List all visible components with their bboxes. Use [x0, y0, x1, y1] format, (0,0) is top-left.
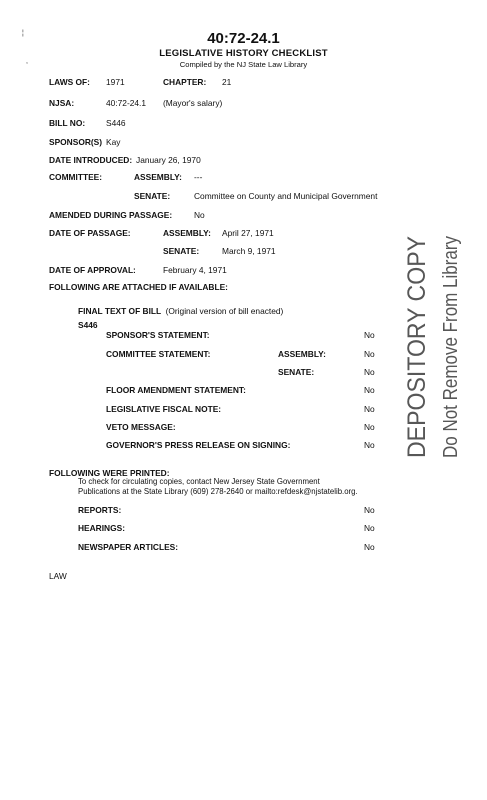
hearings-label: HEARINGS:: [78, 523, 125, 533]
sponsors-statement-label: SPONSOR'S STATEMENT:: [106, 330, 210, 340]
laws-of-value: 1971: [106, 77, 125, 87]
committee-assembly-label: ASSEMBLY:: [134, 172, 182, 182]
date-of-approval-label: DATE OF APPROVAL:: [49, 265, 136, 275]
sponsors-value: Kay: [106, 137, 121, 147]
date-of-approval-value: February 4, 1971: [163, 265, 227, 275]
laws-of-label: LAWS OF:: [49, 77, 90, 87]
chapter-value: 21: [222, 77, 232, 87]
hearings-value: No: [364, 523, 375, 533]
committee-statement-assembly-label: ASSEMBLY:: [278, 349, 326, 359]
committee-statement-senate-value: No: [364, 367, 375, 377]
passage-assembly-label: ASSEMBLY:: [163, 228, 211, 238]
fiscal-note-value: No: [364, 404, 375, 414]
committee-statement-label: COMMITTEE STATEMENT:: [106, 349, 211, 359]
amended-label: AMENDED DURING PASSAGE:: [49, 210, 173, 220]
attached-heading: FOLLOWING ARE ATTACHED IF AVAILABLE:: [49, 282, 228, 292]
committee-senate-value: Committee on County and Municipal Government: [194, 191, 378, 201]
printed-note-line2: Publications at the State Library (609) 278-2640 or mailto:refdesk@njstatelib.org.: [78, 487, 358, 496]
printed-note-line1: To check for circulating copies, contact New Jersey State Government: [78, 477, 320, 486]
chapter-label: CHAPTER:: [163, 77, 207, 87]
printed-heading: FOLLOWING WERE PRINTED:: [49, 468, 170, 478]
margin-mark-top: ¦: [22, 30, 24, 37]
bill-no-value: S446: [106, 118, 126, 128]
date-of-passage-label: DATE OF PASSAGE:: [49, 228, 131, 238]
passage-senate-label: SENATE:: [163, 246, 200, 256]
sponsors-statement-value: No: [364, 330, 375, 340]
stamp-line1: DEPOSITORY COPY: [403, 230, 431, 458]
margin-mark-lower: ,: [26, 58, 28, 65]
newspaper-label: NEWSPAPER ARTICLES:: [78, 542, 179, 552]
newspaper-value: No: [364, 542, 375, 552]
committee-label: COMMITTEE:: [49, 172, 103, 182]
committee-senate-label: SENATE:: [134, 191, 171, 201]
date-introduced-label: DATE INTRODUCED:: [49, 155, 133, 165]
doc-title: LEGISLATIVE HISTORY CHECKLIST: [159, 48, 328, 59]
doc-number: 40:72-24.1: [207, 30, 280, 47]
stamp-line2: Do Not Remove From Library: [440, 230, 462, 458]
press-release-label: GOVERNOR'S PRESS RELEASE ON SIGNING:: [106, 440, 291, 450]
njsa-label: NJSA:: [49, 98, 75, 108]
floor-amendment-value: No: [364, 385, 375, 395]
compiled-by: Compiled by the NJ State Law Library: [179, 60, 308, 69]
final-text-note: (Original version of bill enacted): [165, 306, 284, 316]
passage-senate-value: March 9, 1971: [222, 246, 276, 256]
bill-id: S446: [78, 320, 98, 330]
passage-assembly-value: April 27, 1971: [222, 228, 274, 238]
floor-amendment-label: FLOOR AMENDMENT STATEMENT:: [106, 385, 246, 395]
njsa-value: 40:72-24.1: [106, 98, 147, 108]
reports-label: REPORTS:: [78, 505, 122, 515]
njsa-description: (Mayor's salary): [163, 98, 223, 108]
committee-assembly-value: ---: [194, 172, 203, 182]
veto-value: No: [364, 422, 375, 432]
bill-no-label: BILL NO:: [49, 118, 86, 128]
reports-value: No: [364, 505, 375, 515]
sponsors-label: SPONSOR(S): [49, 137, 103, 147]
fiscal-note-label: LEGISLATIVE FISCAL NOTE:: [106, 404, 222, 414]
veto-label: VETO MESSAGE:: [106, 422, 176, 432]
committee-statement-assembly-value: No: [364, 349, 375, 359]
date-introduced-value: January 26, 1970: [136, 155, 201, 165]
final-text-row: [78, 301, 283, 319]
press-release-value: No: [364, 440, 375, 450]
final-text-label: FINAL TEXT OF BILL: [78, 306, 162, 316]
depository-copy-stamp: [395, 230, 475, 460]
footer-code: LAW: [49, 571, 67, 581]
committee-statement-senate-label: SENATE:: [278, 367, 315, 377]
amended-value: No: [194, 210, 205, 220]
